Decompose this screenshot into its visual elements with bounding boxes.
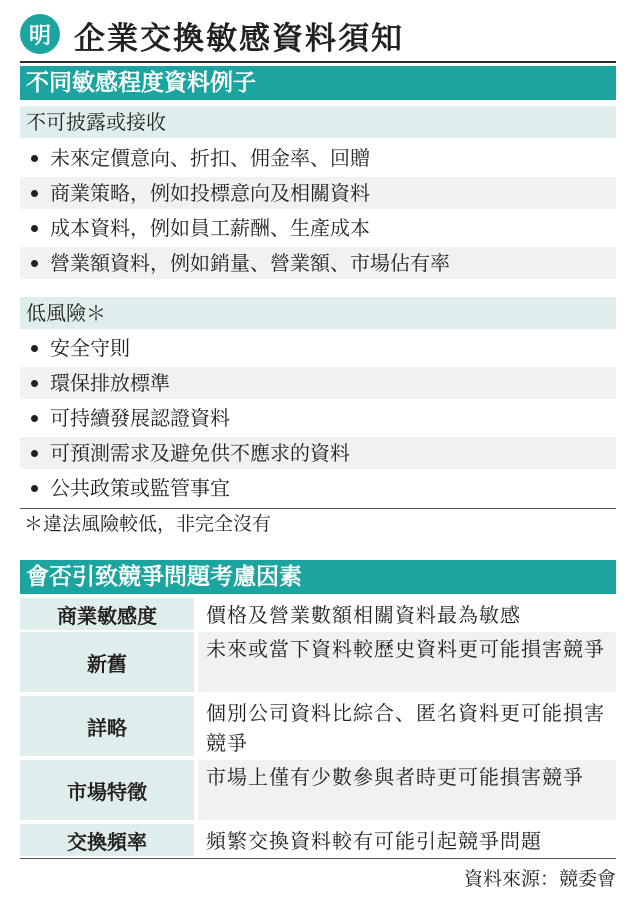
table-row xyxy=(20,632,616,692)
bullet-icon xyxy=(31,450,38,457)
list-item: 環保排放標準 xyxy=(20,367,616,399)
ming-pao-logo: 明 xyxy=(20,14,60,54)
footnote: ＊違法風險較低，非完全沒有 xyxy=(20,508,616,538)
row-label: 詳略 xyxy=(20,696,194,756)
section1-title: 不同敏感程度資料例子 xyxy=(20,66,616,100)
bullet-icon xyxy=(31,380,38,387)
row-value: 價格及營業數額相關資料最為敏感 xyxy=(206,603,521,627)
group-heading-not-disclose: 不可披露或接收 xyxy=(20,106,616,138)
source-credit: 資料來源：競委會 xyxy=(463,868,616,890)
list-item: 可持續發展認證資料 xyxy=(20,402,616,434)
list-item: 安全守則 xyxy=(20,332,616,364)
list-item: 可預測需求及避免供不應求的資料 xyxy=(20,437,616,469)
bullet-icon xyxy=(31,155,38,162)
table-row xyxy=(20,598,616,630)
list-item: 成本資料，例如員工薪酬、生產成本 xyxy=(20,212,616,244)
row-value: 個別公司資料比綜合、匿名資料更可能損害競爭 xyxy=(206,701,605,755)
bullet-icon xyxy=(31,260,38,267)
row-label: 交換頻率 xyxy=(20,824,194,856)
page-title: 企業交換敏感資料須知 xyxy=(74,21,404,57)
section2-title: 會否引致競爭問題考慮因素 xyxy=(20,560,616,594)
group-heading-low-risk: 低風險＊ xyxy=(20,297,616,329)
bullet-icon xyxy=(31,345,38,352)
bullet-icon xyxy=(31,485,38,492)
title-rule xyxy=(20,61,616,63)
row-label: 商業敏感度 xyxy=(20,598,194,630)
table-row xyxy=(20,760,616,820)
row-label: 市場特徵 xyxy=(20,760,194,820)
row-value: 市場上僅有少數參與者時更可能損害競爭 xyxy=(198,760,616,820)
list-item: 商業策略，例如投標意向及相關資料 xyxy=(20,177,616,209)
bullet-icon xyxy=(31,415,38,422)
bullet-icon xyxy=(31,190,38,197)
bullet-icon xyxy=(31,225,38,232)
list-item: 公共政策或監管事宜 xyxy=(20,472,616,504)
row-label: 新舊 xyxy=(20,632,194,692)
table-bottom-rule xyxy=(20,858,616,859)
row-value: 頻繁交換資料較有可能引起競爭問題 xyxy=(206,829,542,853)
row-value: 未來或當下資料較歷史資料更可能損害競爭 xyxy=(198,632,616,692)
list-item: 未來定價意向、折扣、佣金率、回贈 xyxy=(20,142,616,174)
list-item: 營業額資料，例如銷量、營業額、市場佔有率 xyxy=(20,247,616,279)
table-row xyxy=(20,824,616,856)
table-row xyxy=(20,696,616,756)
header xyxy=(14,6,616,62)
